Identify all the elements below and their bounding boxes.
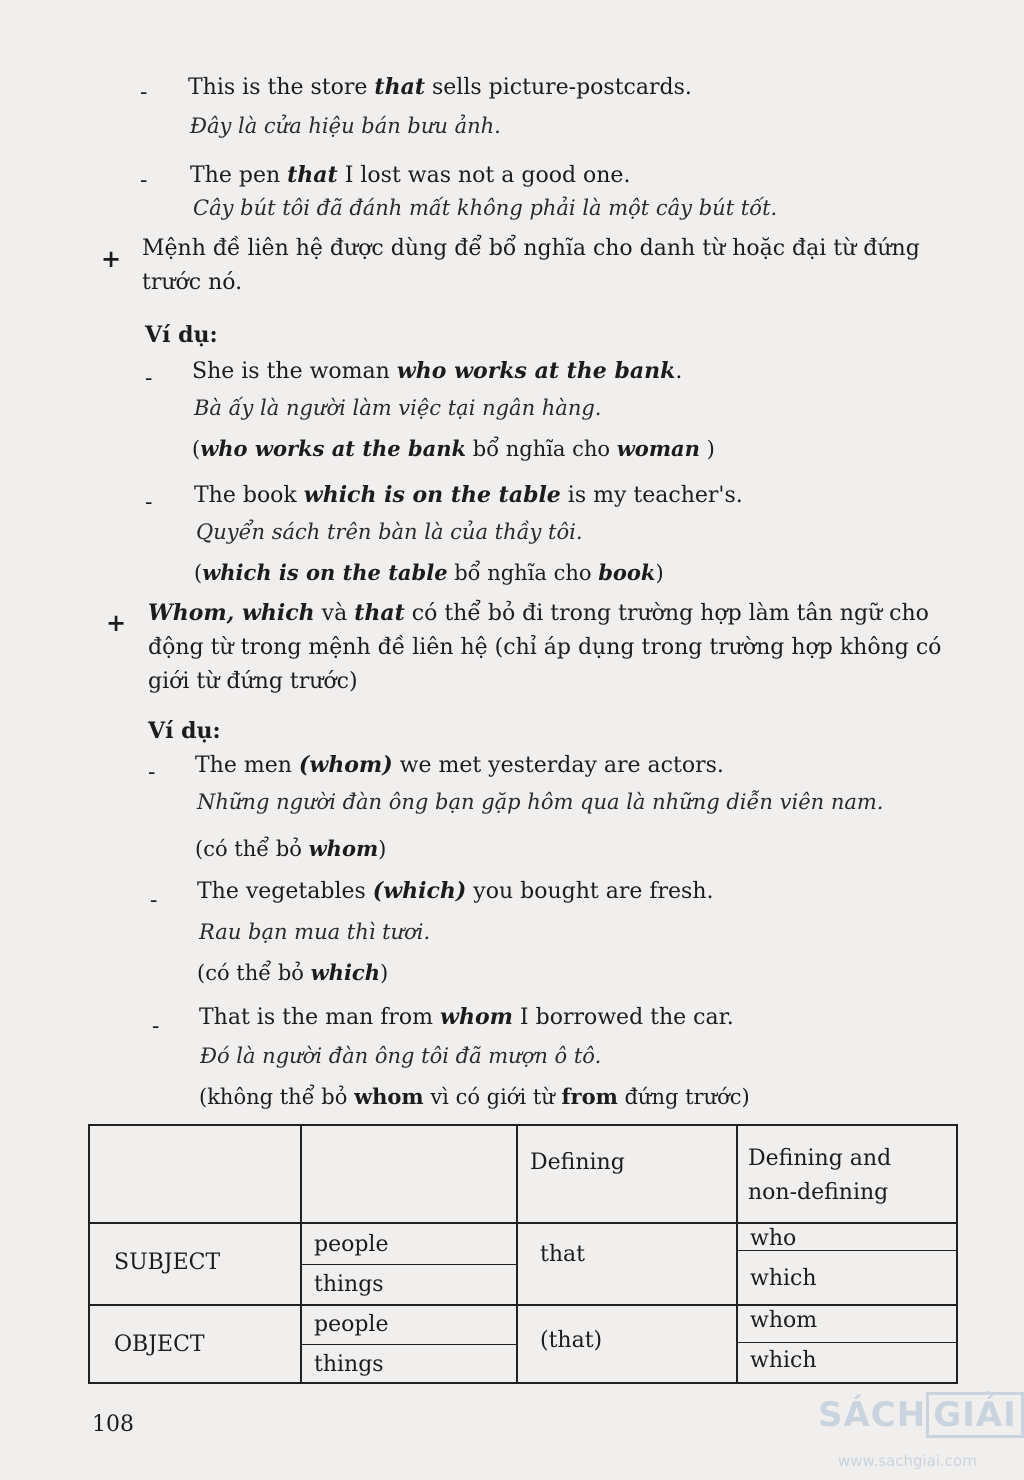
table-divider (300, 1124, 302, 1384)
object-things: things (314, 1352, 384, 1377)
example-sentence: That is the man from whom I borrowed the car. (199, 1004, 734, 1030)
header-defining: Defining (530, 1150, 625, 1175)
subject-defining: that (540, 1242, 585, 1267)
object-defining: (that) (540, 1328, 603, 1353)
row-label-subject: SUBJECT (114, 1250, 221, 1275)
example-sentence: The book which is on the table is my teacher's. (194, 482, 743, 508)
table-divider (516, 1124, 518, 1384)
example-sentence: This is the store that sells picture-postcards. (188, 74, 692, 100)
dash-bullet: - (145, 366, 153, 391)
object-people-pronoun: whom (750, 1308, 818, 1333)
table-divider (736, 1124, 738, 1384)
dash-bullet: - (140, 168, 148, 193)
example-note: (có thể bỏ whom) (195, 836, 387, 861)
example-translation: Quyển sách trên bàn là của thầy tôi. (196, 520, 583, 544)
example-sentence: The men (whom) we met yesterday are actors. (195, 752, 724, 778)
object-things-pronoun: which (750, 1348, 817, 1373)
subject-people: people (314, 1232, 389, 1257)
example-sentence: The vegetables (which) you bought are fresh. (197, 878, 714, 904)
object-people: people (314, 1312, 389, 1337)
table-border (88, 1124, 90, 1384)
page-number: 108 (92, 1412, 134, 1437)
example-translation: Cây bút tôi đã đánh mất không phải là một cây bút tốt. (193, 196, 778, 220)
plus-bullet: + (101, 244, 122, 273)
example-note: (không thể bỏ whom vì có giới từ from đứng trước) (199, 1084, 750, 1109)
dash-bullet: - (150, 888, 158, 913)
example-translation: Đó là người đàn ông tôi đã mượn ô tô. (200, 1044, 602, 1068)
dash-bullet: - (140, 80, 148, 105)
table-divider (736, 1342, 958, 1343)
rule-text: Whom, which và that có thể bỏ đi trong trường hợp làm tân ngữ cho động từ trong mệnh đề liên hệ (chỉ áp dụng trong trường hợp không có giới từ đứng trước) (148, 600, 942, 694)
row-label-object: OBJECT (114, 1332, 205, 1357)
header-non-defining: non-defining (748, 1180, 889, 1205)
relative-pronoun-table (88, 1124, 958, 1384)
example-translation: Đây là cửa hiệu bán bưu ảnh. (190, 114, 501, 138)
watermark-logo: SÁCH GIẢI (818, 1392, 1024, 1438)
table-divider (88, 1222, 958, 1224)
example-note: (có thể bỏ which) (197, 960, 389, 985)
example-translation: Rau bạn mua thì tươi. (199, 920, 431, 944)
example-heading: Ví dụ: (145, 322, 218, 348)
subject-things-pronoun: which (750, 1266, 817, 1291)
dash-bullet: - (145, 490, 153, 515)
header-defining-and: Defining and (748, 1146, 892, 1171)
example-sentence: The pen that I lost was not a good one. (190, 162, 631, 188)
example-heading: Ví dụ: (148, 718, 221, 744)
table-border (956, 1124, 958, 1384)
table-divider (88, 1304, 958, 1306)
dash-bullet: - (152, 1014, 160, 1039)
subject-things: things (314, 1272, 384, 1297)
watermark-url: www.sachgiai.com (838, 1452, 977, 1470)
table-border (88, 1382, 958, 1384)
table-divider (300, 1264, 516, 1265)
example-translation: Những người đàn ông bạn gặp hôm qua là những diễn viên nam. (197, 790, 884, 814)
example-note: (who works at the bank bổ nghĩa cho woman ) (192, 436, 715, 461)
example-note: (which is on the table bổ nghĩa cho book) (194, 560, 664, 585)
plus-bullet: + (106, 608, 127, 637)
dash-bullet: - (148, 760, 156, 785)
table-border (88, 1124, 958, 1126)
table-divider (300, 1344, 516, 1345)
example-translation: Bà ấy là người làm việc tại ngân hàng. (194, 396, 602, 420)
rule-text: Mệnh đề liên hệ được dùng để bổ nghĩa cho danh từ hoặc đại từ đứng trước nó. (142, 236, 920, 295)
example-sentence: She is the woman who works at the bank. (192, 358, 683, 384)
subject-people-pronoun: who (750, 1226, 797, 1251)
